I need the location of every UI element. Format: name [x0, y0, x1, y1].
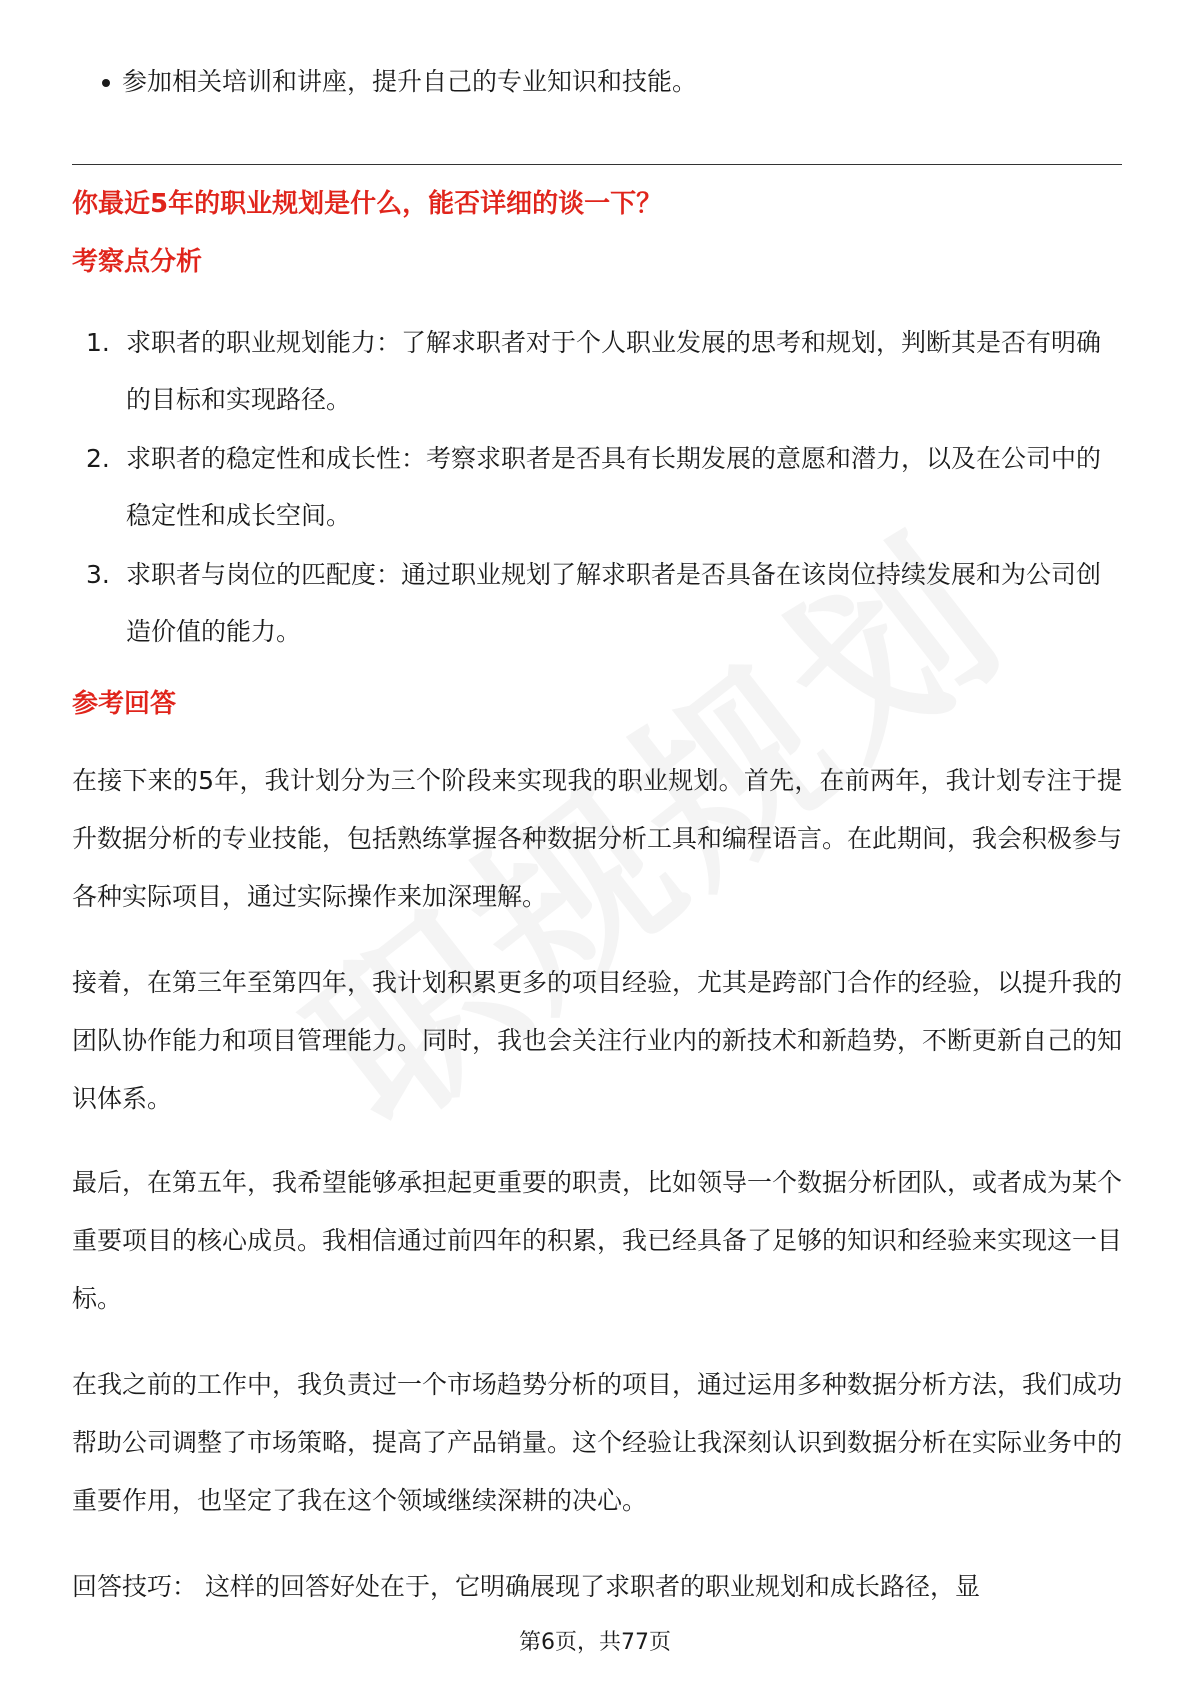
item-number: 2.: [86, 444, 110, 473]
item-number: 1.: [86, 328, 110, 357]
tips-paragraph: 回答技巧： 这样的回答好处在于，它明确展现了求职者的职业规划和成长路径，显: [72, 1572, 980, 1601]
analysis-item: [72, 430, 1122, 544]
answer-paragraph: 最后，在第五年，我希望能够承担起更重要的职责，比如领导一个数据分析团队，或者成为某个重要项目的核心成员。我相信通过前四年的积累，我已经具备了足够的知识和经验来实现这一目标。: [72, 1168, 1123, 1313]
analysis-title: 考察点分析: [72, 247, 203, 277]
analysis-item: [72, 546, 1122, 660]
item-text: 求职者的职业规划能力：了解求职者对于个人职业发展的思考和规划，判断其是否有明确的目标和实现路径。: [126, 328, 1102, 414]
item-number: 3.: [86, 560, 110, 589]
answer-title: 参考回答: [72, 689, 177, 719]
item-text: 求职者的稳定性和成长性：考察求职者是否具有长期发展的意愿和潜力，以及在公司中的稳定性和成长空间。: [126, 444, 1102, 530]
page-number: 第6页，共77页: [519, 1630, 671, 1655]
question-heading: 你最近5年的职业规划是什么，能否详细的谈一下？: [72, 189, 663, 219]
bullet-item: 参加相关培训和讲座，提升自己的专业知识和技能。: [72, 62, 1172, 102]
analysis-list: [72, 314, 1122, 662]
item-text: 求职者与岗位的匹配度：通过职业规划了解求职者是否具备在该岗位持续发展和为公司创造价值的能力。: [126, 560, 1102, 646]
answer-paragraph: 在我之前的工作中，我负责过一个市场趋势分析的项目，通过运用多种数据分析方法，我们成功帮助公司调整了市场策略，提高了产品销量。这个经验让我深刻认识到数据分析在实际业务中的重要作用，也坚定了我在这个领域继续深耕的决心。: [72, 1370, 1123, 1515]
answer-paragraph: 在接下来的5年，我计划分为三个阶段来实现我的职业规划。首先，在前两年，我计划专注于提升数据分析的专业技能，包括熟练掌握各种数据分析工具和编程语言。在此期间，我会积极参与各种实际项目，通过实际操作来加深理解。: [72, 766, 1123, 911]
answer-paragraph: 接着，在第三年至第四年，我计划积累更多的项目经验，尤其是跨部门合作的经验，以提升我的团队协作能力和项目管理能力。同时，我也会关注行业内的新技术和新趋势，不断更新自己的知识体系。: [72, 968, 1123, 1113]
section-divider: [72, 164, 1122, 165]
analysis-item: [72, 314, 1122, 428]
